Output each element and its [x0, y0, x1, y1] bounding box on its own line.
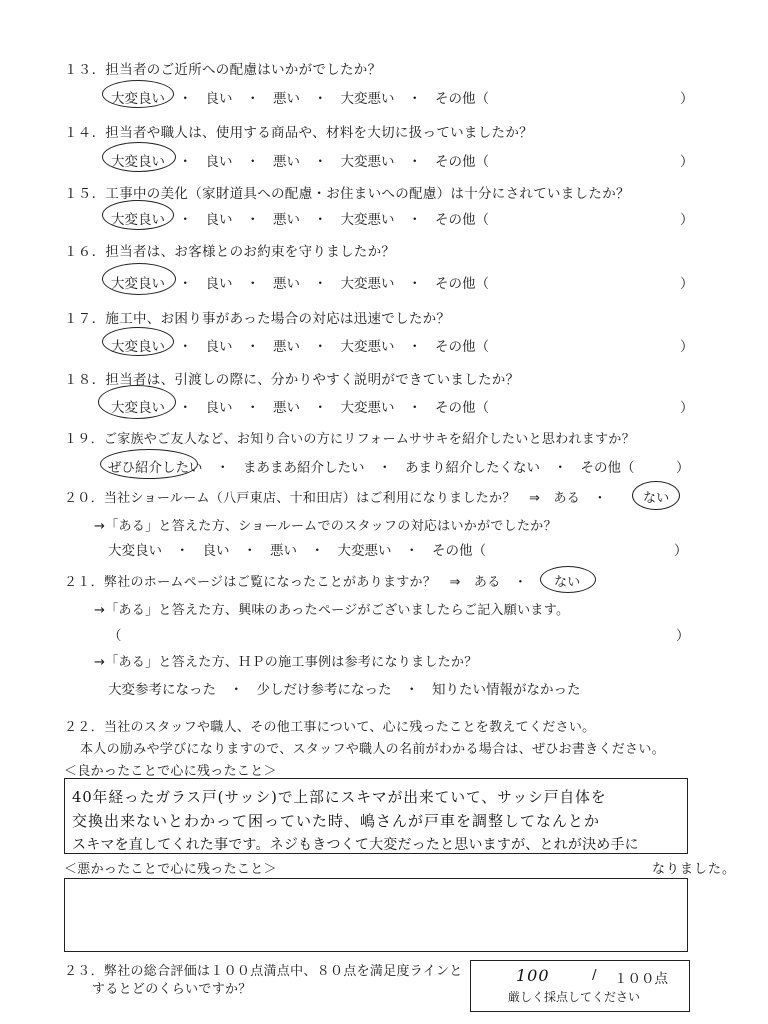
question-13-close: ）	[680, 91, 694, 107]
question-20-title: ２０．当社ショールーム（八戸東店、十和田店）はご利用になりましたか？ ⇒ ある ・	[64, 491, 607, 506]
question-17-options[interactable]: 大変良い ・ 良い ・ 悪い ・ 大変悪い ・ その他（	[111, 339, 489, 355]
score-value: 100	[516, 966, 550, 985]
score-note: 厳しく採点してください	[508, 990, 641, 1004]
score-slash: /	[592, 967, 597, 983]
question-14-title: １４．担当者や職人は、使用する商品や、材料を大切に扱っていましたか？	[64, 125, 533, 141]
question-15-close: ）	[680, 212, 694, 228]
score-max: １００点	[614, 971, 668, 987]
handwritten-line-4: なりました。	[652, 862, 737, 877]
handwritten-line-1: 40年経ったガラス戸(サッシ)で上部にスキマが出来ていて、サッシ戸自体を	[72, 788, 607, 806]
question-18-close: ）	[680, 400, 694, 416]
question-19-title: １９．ご家族やご友人など、お知り合いの方にリフォームササキを紹介したいと思われますか？	[64, 432, 635, 447]
question-19-close: ）	[676, 460, 690, 476]
question-17-close: ）	[680, 339, 694, 355]
question-16-close: ）	[680, 276, 694, 292]
question-15-title: １５．工事中の美化（家財道具への配慮・お住まいへの配慮）は十分にされていましたか？	[64, 186, 630, 202]
question-21-sub2: →「ある」と答えた方、ＨＰの施工事例は参考になりましたか？	[94, 655, 478, 670]
question-22-title: ２２．当社のスタッフや職人、その他工事について、心に残ったことを教えてください。	[64, 720, 596, 735]
question-16-options[interactable]: 大変良い ・ 良い ・ 悪い ・ 大変悪い ・ その他（	[111, 276, 489, 292]
question-20-options[interactable]: 大変良い ・ 良い ・ 悪い ・ 大変悪い ・ その他（	[108, 543, 486, 559]
answer-field-open[interactable]: （	[108, 628, 122, 644]
question-14-close: ）	[680, 154, 694, 170]
question-14-options[interactable]: 大変良い ・ 良い ・ 悪い ・ 大変悪い ・ その他（	[111, 154, 489, 170]
bad-memories-label: ＜悪かったことで心に残ったこと＞	[64, 862, 277, 877]
question-23-title-line-2: するとどのくらいですか？	[92, 982, 252, 997]
answer-no[interactable]: ない	[554, 575, 581, 590]
handwritten-line-3: スキマを直してくれた事です。ネジもきつくて大変だったと思いますが、とれが決め手に	[72, 837, 639, 853]
question-16-title: １６．担当者は、お客様とのお約束を守りましたか？	[64, 244, 396, 260]
bad-memories-box[interactable]	[64, 878, 688, 952]
answer-no[interactable]: ない	[643, 491, 670, 506]
handwritten-line-2: 交換出来ないとわかって困っていた時、嶋さんが戸車を調整してなんとか	[72, 812, 601, 830]
question-21-options[interactable]: 大変参考になった ・ 少しだけ参考になった ・ 知りたい情報がなかった	[108, 682, 581, 698]
question-21-title: ２１．弊社のホームページはご覧になったことがありますか？ ⇒ ある ・	[64, 575, 528, 590]
question-21-sub1: →「ある」と答えた方、興味のあったページがございましたらご記入願います。	[94, 603, 570, 618]
question-18-title: １８．担当者は、引渡しの際に、分かりやすく説明ができていましたか？	[64, 372, 520, 388]
question-19-options[interactable]: ぜひ紹介したい ・ まあまあ紹介したい ・ あまり紹介したくない ・ その他（	[108, 460, 635, 476]
question-13-options[interactable]: 大変良い ・ 良い ・ 悪い ・ 大変悪い ・ その他（	[111, 91, 489, 107]
question-23-title-line-1: ２３．弊社の総合評価は１００点満点中、８０点を満足度ラインと	[64, 964, 463, 979]
question-15-options[interactable]: 大変良い ・ 良い ・ 悪い ・ 大変悪い ・ その他（	[111, 212, 489, 228]
good-memories-label: ＜良かったことで心に残ったこと＞	[64, 764, 277, 779]
question-13-title: １３．担当者のご近所への配慮はいかがでしたか？	[64, 62, 382, 78]
answer-field-close: ）	[676, 628, 690, 644]
question-20-sub: →「ある」と答えた方、ショールームでのスタッフの対応はいかがでしたか？	[94, 519, 557, 534]
question-20-close: ）	[674, 543, 688, 559]
question-18-options[interactable]: 大変良い ・ 良い ・ 悪い ・ 大変悪い ・ その他（	[111, 400, 489, 416]
question-22-note: 本人の励みや学びになりますので、スタッフや職人の名前がわかる場合は、ぜひお書きください。	[80, 742, 665, 757]
question-17-title: １７．施工中、お困り事があった場合の対応は迅速でしたか？	[64, 311, 451, 327]
